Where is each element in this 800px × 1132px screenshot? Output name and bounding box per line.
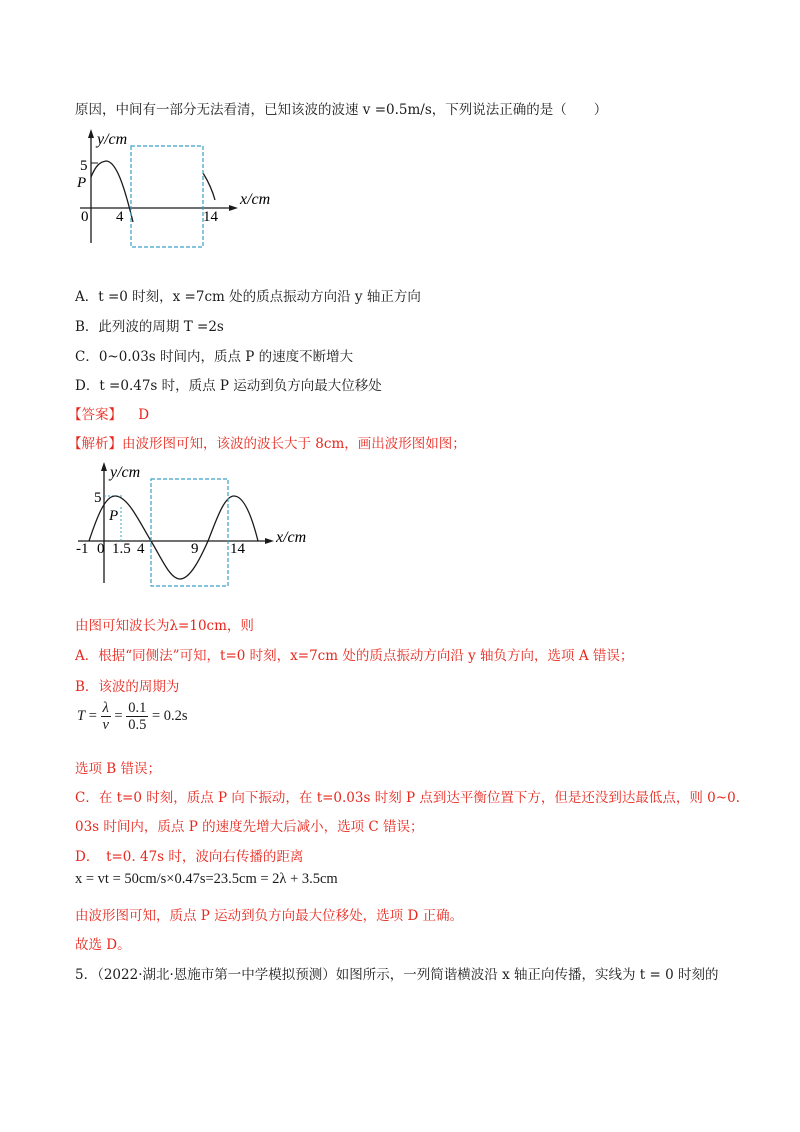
- tick-1-5: 1.5: [112, 541, 131, 557]
- eq-01: 0.1: [128, 700, 147, 716]
- eq-05: 0.5: [128, 717, 147, 733]
- tick-14-2: 14: [230, 541, 245, 557]
- wave-curve-right: [203, 173, 215, 200]
- tick-0-2: 0: [97, 541, 105, 557]
- frac-lambda-v: [101, 700, 111, 733]
- hidden-region-box: [131, 146, 203, 247]
- hidden-region-box-2: [151, 479, 228, 586]
- solution-line-3: B．该波的周期为: [75, 679, 180, 695]
- solution-line-7: D． t=0. 47s 时，波向右传播的距离: [75, 849, 304, 865]
- solution-line-5: C．在 t=0 时刻，质点 P 向下振动，在 t=0.03s 时刻 P 点到达平衡位置下方，但是还没到达最低点，则 0~0.: [75, 790, 740, 806]
- x-axis-label-2: x/cm: [276, 529, 307, 546]
- option-c: C．0~0.03s 时间内，质点 P 的速度不断增大: [75, 349, 354, 365]
- frac-values: [126, 700, 148, 733]
- x-axis-label: x/cm: [240, 191, 271, 208]
- tick-neg1: -1: [76, 541, 89, 557]
- tick-4: 4: [116, 209, 124, 225]
- option-b: B．此列波的周期 T =2s: [75, 319, 224, 335]
- y-axis-label: y/cm: [97, 131, 128, 148]
- tick-0: 0: [81, 209, 89, 225]
- option-a: A．t =0 时刻，x =7cm 处的质点振动方向沿 y 轴正方向: [75, 289, 421, 305]
- amplitude-label-2: 5: [94, 490, 102, 506]
- wave-graph-1: [72, 125, 292, 255]
- answer-value: D: [138, 407, 150, 423]
- answer-line: [68, 403, 149, 423]
- solution-line-10: 故选 D。: [75, 937, 131, 953]
- amplitude-label: 5: [80, 158, 88, 174]
- distance-equation: x = vt = 50cm/s×0.47s=23.5cm = 2λ + 3.5cm: [75, 871, 338, 887]
- period-equation: [77, 700, 188, 733]
- eq-lambda: λ: [102, 700, 109, 716]
- tick-14: 14: [203, 209, 218, 225]
- analysis-line: [68, 432, 466, 452]
- solution-line-2: A．根据“同侧法”可知，t=0 时刻，x=7cm 处的质点振动方向沿 y 轴负方向，选项 A 错误；: [75, 648, 634, 664]
- answer-bracket: 【答案】: [68, 407, 122, 423]
- eq-T: T: [77, 707, 86, 724]
- solution-line-6: 03s 时间内，质点 P 的速度先增大后减小，选项 C 错误；: [75, 819, 424, 835]
- wave-graph-2: [70, 455, 330, 595]
- option-d: D．t =0.47s 时，质点 P 运动到负方向最大位移处: [75, 378, 382, 394]
- y-axis-label-2: y/cm: [110, 464, 141, 481]
- solution-line-4: 选项 B 错误；: [75, 761, 162, 777]
- analysis-text: 由波形图可知，该波的波长大于 8cm，画出波形图如图；: [122, 436, 466, 452]
- eq-equals: =: [88, 707, 97, 724]
- analysis-bracket: 【解析】: [68, 436, 122, 452]
- eq-equals-2: =: [114, 707, 123, 724]
- point-p-label: P: [77, 175, 87, 191]
- eq-v: v: [102, 717, 109, 733]
- wave-curve-left: [91, 161, 133, 222]
- next-question: 5．（2022·湖北·恩施市第一中学模拟预测）如图所示，一列简谐横波沿 x 轴正向传播，实线为 t = 0 时刻的: [75, 967, 719, 983]
- eq-result: = 0.2s: [151, 707, 188, 724]
- point-p-label-2: P: [109, 508, 119, 524]
- tick-4-2: 4: [137, 541, 145, 557]
- tick-9: 9: [191, 541, 199, 557]
- solution-line-1: 由图可知波长为λ=10cm，则: [75, 618, 254, 634]
- solution-line-9: 由波形图可知，质点 P 运动到负方向最大位移处，选项 D 正确。: [75, 908, 464, 924]
- intro-text: 原因，中间有一部分无法看清，已知该波的波速 v =0.5m/s，下列说法正确的是（ ）: [75, 102, 608, 118]
